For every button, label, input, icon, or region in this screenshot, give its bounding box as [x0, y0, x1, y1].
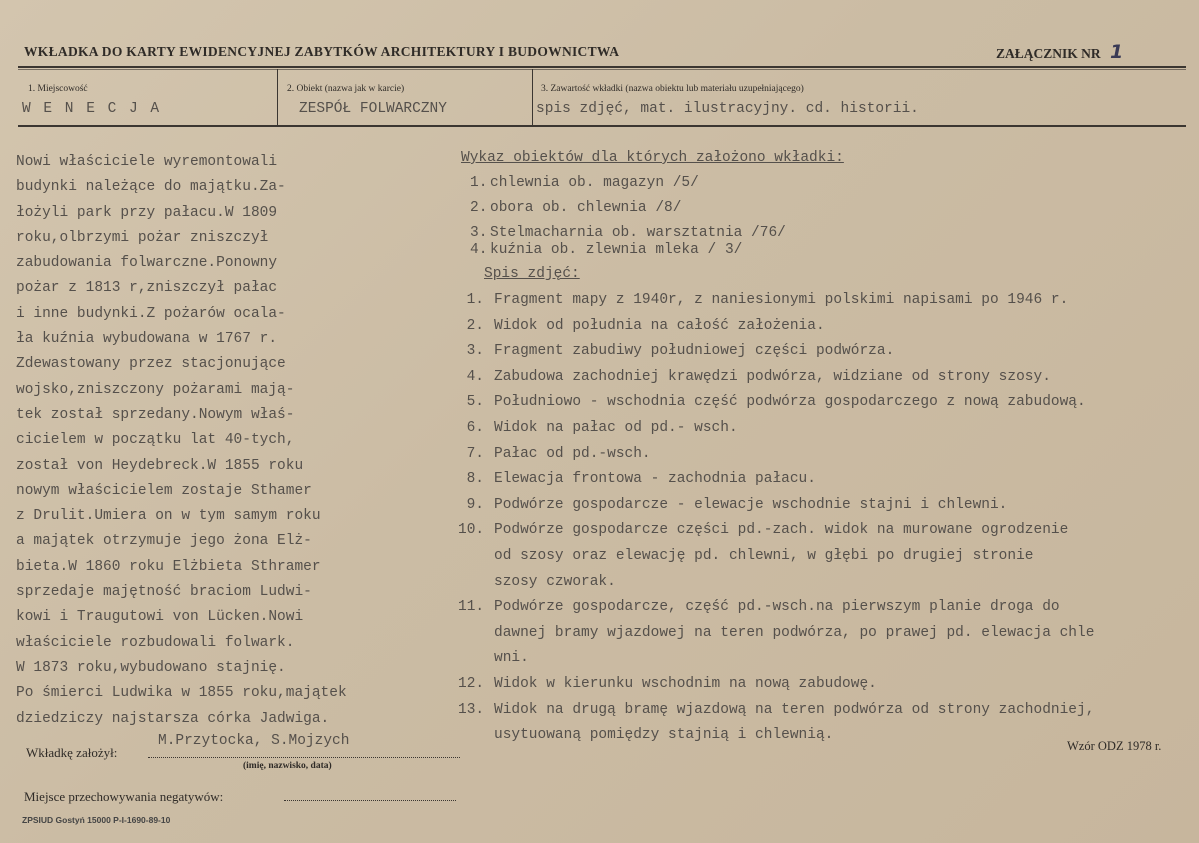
- photo-line: [458, 318, 825, 334]
- photo-line: [458, 292, 1068, 308]
- photo-line: [458, 394, 1086, 410]
- photo-text: Podwórze gospodarcze, część pd.-wsch.na pierwszym planie droga do: [494, 599, 1060, 616]
- history-line: pożar z 1813 r,zniszczył pałac: [16, 280, 278, 297]
- annex-label: [996, 41, 1123, 63]
- photo-line: [458, 676, 877, 692]
- field-divider-2: [532, 69, 533, 127]
- photo-text: Pałac od pd.-wsch.: [494, 445, 651, 462]
- negatives-line: [284, 800, 456, 801]
- photo-text: Elewacja frontowa - zachodnia pałacu.: [494, 471, 816, 488]
- object-number: 1.: [470, 175, 488, 191]
- annex-label-text: ZAŁĄCZNIK NR: [996, 46, 1101, 61]
- object-item: [470, 242, 742, 258]
- template-code: Wzór ODZ 1978 r.: [1067, 739, 1162, 753]
- photo-number: 11.: [458, 599, 485, 616]
- photo-number: 6.: [466, 420, 484, 436]
- prepared-label: Wkładkę założył:: [26, 745, 118, 760]
- photo-number: 1.: [466, 292, 484, 308]
- photo-line: [458, 702, 1094, 718]
- contents-label: 3. Zawartość wkładki (nazwa obiektu lub materiału uzupełniającego): [541, 84, 804, 94]
- prepared-hint: (imię, nazwisko, data): [243, 761, 332, 771]
- contents-value: spis zdjęć, mat. ilustracyjny. cd. historii.: [536, 101, 919, 117]
- object-text: chlewnia ob. magazyn /5/: [490, 175, 699, 191]
- photo-line: [458, 548, 1034, 564]
- history-line: został von Heydebreck.W 1855 roku: [16, 457, 304, 474]
- photo-line: [458, 343, 894, 359]
- history-line: bieta.W 1860 roku Elżbieta Sthramer: [16, 558, 321, 575]
- object-text: Stelmacharnia ob. warsztatnia /76/: [490, 225, 786, 241]
- object-number: 2.: [470, 200, 488, 216]
- history-line: ła kuźnia wybudowana w 1767 r.: [16, 331, 278, 348]
- photo-number: 2.: [466, 317, 484, 334]
- object-number: 3.: [470, 225, 488, 241]
- photo-number: 5.: [466, 394, 484, 411]
- photo-line: [458, 446, 651, 462]
- history-line: łożyli park przy pałacu.W 1809: [16, 204, 278, 221]
- history-line: wojsko,zniszczony pożarami mają-: [16, 381, 295, 398]
- history-line: właściciele rozbudowali folwark.: [16, 634, 295, 651]
- photo-text: Południowo - wschodnia część podwórza gospodarczego z nową zabudową.: [494, 394, 1086, 411]
- history-line: roku,olbrzymi pożar zniszczył: [16, 229, 269, 246]
- photo-line: [458, 522, 1068, 538]
- history-line: tek został sprzedany.Nowym właś-: [16, 406, 295, 423]
- photo-number: 4.: [466, 368, 484, 385]
- history-line: W 1873 roku,wybudowano stajnię.: [16, 659, 286, 676]
- photo-text: Zabudowa zachodniej krawędzi podwórza, widziane od strony szosy.: [494, 368, 1051, 385]
- history-line: budynki należące do majątku.Za-: [16, 179, 286, 196]
- photo-number: 9.: [466, 496, 484, 513]
- objects-heading: Wykaz obiektów dla których założono wkładki:: [461, 150, 844, 166]
- photo-line: [458, 650, 529, 666]
- history-line: Nowi właściciele wyremontowali: [16, 154, 278, 170]
- photo-text: Widok od południa na całość założenia.: [494, 317, 825, 334]
- photo-text: od szosy oraz elewację pd. chlewni, w głębi po drugiej stronie: [494, 548, 1034, 564]
- photo-line: [458, 369, 1051, 385]
- photos-heading: Spis zdjęć:: [484, 266, 580, 282]
- history-line: cicielem w początku lat 40-tych,: [16, 432, 295, 449]
- object-text: obora ob. chlewnia /8/: [490, 200, 682, 216]
- photo-line: [458, 727, 833, 743]
- history-line: zabudowania folwarczne.Ponowny: [16, 255, 278, 272]
- photo-number: 10.: [458, 522, 485, 539]
- photo-line: [458, 599, 1060, 615]
- locality-value: W E N E C J A: [22, 101, 162, 117]
- header-top-rule: [18, 66, 1186, 68]
- object-item: [470, 175, 699, 191]
- object-item: [470, 225, 786, 241]
- header-thin-rule: [18, 69, 1186, 70]
- photo-line: [458, 471, 816, 487]
- photo-text: wni.: [494, 650, 529, 667]
- photo-text: Fragment zabudiwy południowej części podwórza.: [494, 343, 895, 360]
- photo-text: Widok w kierunku wschodnim na nową zabudowę.: [494, 676, 877, 692]
- photo-text: szosy czworak.: [494, 573, 616, 590]
- history-line: Po śmierci Ludwika w 1855 roku,majątek: [16, 685, 347, 702]
- photo-line: [458, 625, 1094, 641]
- photo-text: Podwórze gospodarcze - elewacje wschodnie stajni i chlewni.: [494, 496, 1008, 513]
- prepared-line: [148, 757, 460, 758]
- photo-number: 7.: [466, 445, 484, 462]
- history-line: Zdewastowany przez stacjonujące: [16, 356, 286, 373]
- header-bottom-rule: [18, 125, 1186, 127]
- photo-text: Widok na drugą bramę wjazdową na teren podwórza od strony zachodniej,: [494, 701, 1095, 718]
- history-line: dziedziczy najstarsza córka Jadwiga.: [16, 710, 330, 727]
- history-line: kowi i Traugutowi von Lücken.Nowi: [16, 609, 304, 626]
- photo-text: dawnej bramy wjazdowej na teren podwórza, po prawej pd. elewacja chle: [494, 624, 1095, 641]
- object-text: kuźnia ob. zlewnia mleka / 3/: [490, 242, 743, 258]
- photo-line: [458, 574, 616, 590]
- photo-number: 12.: [458, 676, 485, 692]
- history-line: a majątek otrzymuje jego żona Elż-: [16, 533, 312, 550]
- photo-text: Widok na pałac od pd.- wsch.: [494, 420, 738, 436]
- photo-line: [458, 420, 738, 436]
- print-code: ZPSIUD Gostyń 15000 P-I-1690-89-10: [22, 815, 171, 825]
- history-line: i inne budynki.Z pożarów ocala-: [16, 305, 286, 322]
- photo-text: Podwórze gospodarcze części pd.-zach. widok na murowane ogrodzenie: [494, 522, 1069, 539]
- photo-number: 8.: [466, 471, 484, 488]
- photo-text: Fragment mapy z 1940r, z naniesionymi polskimi napisami po 1946 r.: [494, 292, 1069, 308]
- locality-label: 1. Miejscowość: [28, 84, 88, 94]
- photo-text: usytuowaną pomiędzy stajnią i chlewnią.: [494, 727, 834, 744]
- object-number: 4.: [470, 242, 488, 258]
- history-line: sprzedaje majętność braciom Ludwi-: [16, 584, 312, 601]
- field-divider-1: [277, 69, 278, 127]
- object-value: ZESPÓŁ FOLWARCZNY: [299, 101, 447, 117]
- annex-number: 1: [1110, 41, 1124, 63]
- photo-line: [458, 497, 1007, 513]
- prepared-value: M.Przytocka, S.Mojzych: [158, 733, 350, 749]
- object-label: 2. Obiekt (nazwa jak w karcie): [287, 84, 405, 94]
- photo-number: 13.: [458, 701, 485, 718]
- object-item: [470, 200, 681, 216]
- history-line: z Drulit.Umiera on w tym samym roku: [16, 508, 321, 525]
- card-title: WKŁADKA DO KARTY EWIDENCYJNEJ ZABYTKÓW ARCHITEKTURY I BUDOWNICTWA: [24, 44, 620, 59]
- negatives-label: Miejsce przechowywania negatywów:: [24, 789, 224, 804]
- history-text: [16, 150, 436, 732]
- photo-number: 3.: [466, 343, 484, 360]
- history-line: nowym właścicielem zostaje Sthamer: [16, 482, 312, 499]
